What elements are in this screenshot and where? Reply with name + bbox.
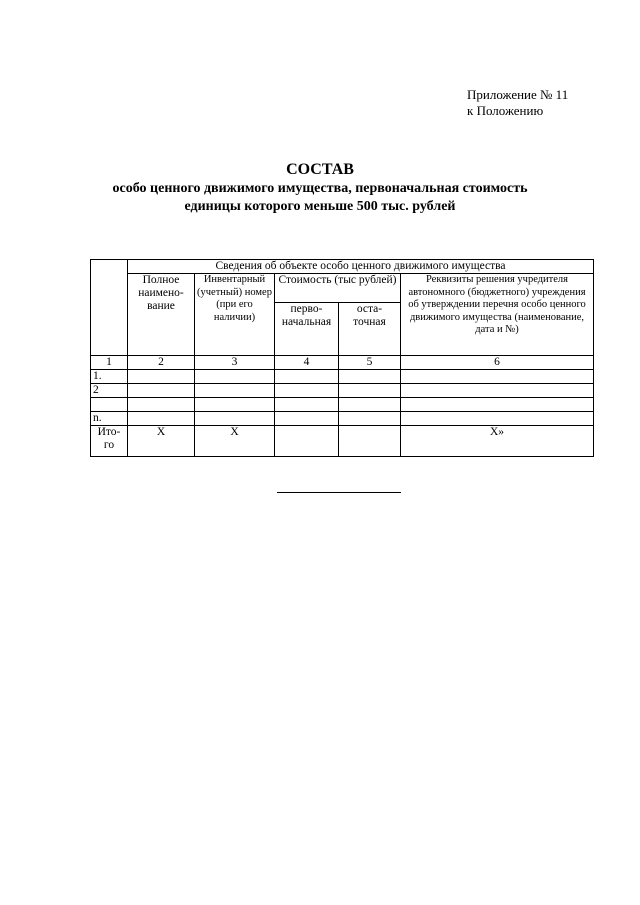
row-number bbox=[91, 398, 128, 412]
title-main: СОСТАВ bbox=[286, 161, 354, 178]
row-number: n. bbox=[91, 412, 128, 426]
header-object-info: Сведения об объекте особо ценного движимого имущества bbox=[128, 260, 594, 274]
title-line-2: особо ценного движимого имущества, первоначальная стоимость bbox=[112, 181, 528, 196]
table-row bbox=[91, 384, 594, 398]
total-residual-cost-cell bbox=[339, 426, 401, 457]
table-cell bbox=[401, 412, 594, 426]
total-label: Ито- го bbox=[91, 426, 128, 457]
table-cell bbox=[128, 412, 195, 426]
table-cell bbox=[275, 398, 339, 412]
header-residual-cost: оста- точная bbox=[339, 303, 401, 356]
table-cell bbox=[339, 398, 401, 412]
table-cell bbox=[401, 370, 594, 384]
table-cell bbox=[339, 412, 401, 426]
row-number: 1. bbox=[91, 370, 128, 384]
table-cell bbox=[128, 370, 195, 384]
total-name-cell: X bbox=[128, 426, 195, 457]
property-table bbox=[90, 259, 594, 457]
table-header-row bbox=[91, 260, 594, 274]
table-cell bbox=[128, 398, 195, 412]
table-header-row bbox=[91, 274, 594, 303]
table-cell bbox=[339, 384, 401, 398]
appendix-parent-doc: к Положению bbox=[467, 103, 544, 118]
table-cell bbox=[339, 370, 401, 384]
table-row bbox=[91, 370, 594, 384]
closing-rule bbox=[277, 492, 401, 493]
table-cell bbox=[401, 398, 594, 412]
column-number: 5 bbox=[339, 356, 401, 370]
row-number: 2 bbox=[91, 384, 128, 398]
total-details-cell: X» bbox=[401, 426, 594, 457]
table-cell bbox=[128, 384, 195, 398]
column-number: 1 bbox=[91, 356, 128, 370]
column-number: 3 bbox=[195, 356, 275, 370]
title-line-3: единицы которого меньше 500 тыс. рублей bbox=[184, 199, 456, 214]
column-number: 6 bbox=[401, 356, 594, 370]
table-cell bbox=[195, 384, 275, 398]
column-number: 4 bbox=[275, 356, 339, 370]
header-decision-details: Реквизиты решения учредителя автономного (бюджетного) учреждения об утверждении перечня особо ценного движимого имущества (наименование, дата и №) bbox=[401, 274, 594, 356]
table-cell bbox=[401, 384, 594, 398]
document-title bbox=[60, 160, 580, 216]
appendix-reference bbox=[467, 87, 568, 119]
header-inventory-number: Инвентарный (учетный) номер (при его наличии) bbox=[195, 274, 275, 356]
table-row bbox=[91, 412, 594, 426]
table-cell bbox=[275, 384, 339, 398]
total-inventory-cell: X bbox=[195, 426, 275, 457]
header-cost: Стоимость (тыс рублей) bbox=[275, 274, 401, 303]
table-cell bbox=[275, 370, 339, 384]
header-full-name: Полное наимено- вание bbox=[128, 274, 195, 356]
table-cell bbox=[275, 412, 339, 426]
header-row-number-cell bbox=[91, 260, 128, 356]
total-initial-cost-cell bbox=[275, 426, 339, 457]
total-row bbox=[91, 426, 594, 457]
header-initial-cost: перво- начальная bbox=[275, 303, 339, 356]
column-number: 2 bbox=[128, 356, 195, 370]
table-cell bbox=[195, 370, 275, 384]
appendix-number: Приложение № 11 bbox=[467, 87, 569, 102]
table-cell bbox=[195, 398, 275, 412]
table-cell bbox=[195, 412, 275, 426]
column-number-row bbox=[91, 356, 594, 370]
table-row bbox=[91, 398, 594, 412]
